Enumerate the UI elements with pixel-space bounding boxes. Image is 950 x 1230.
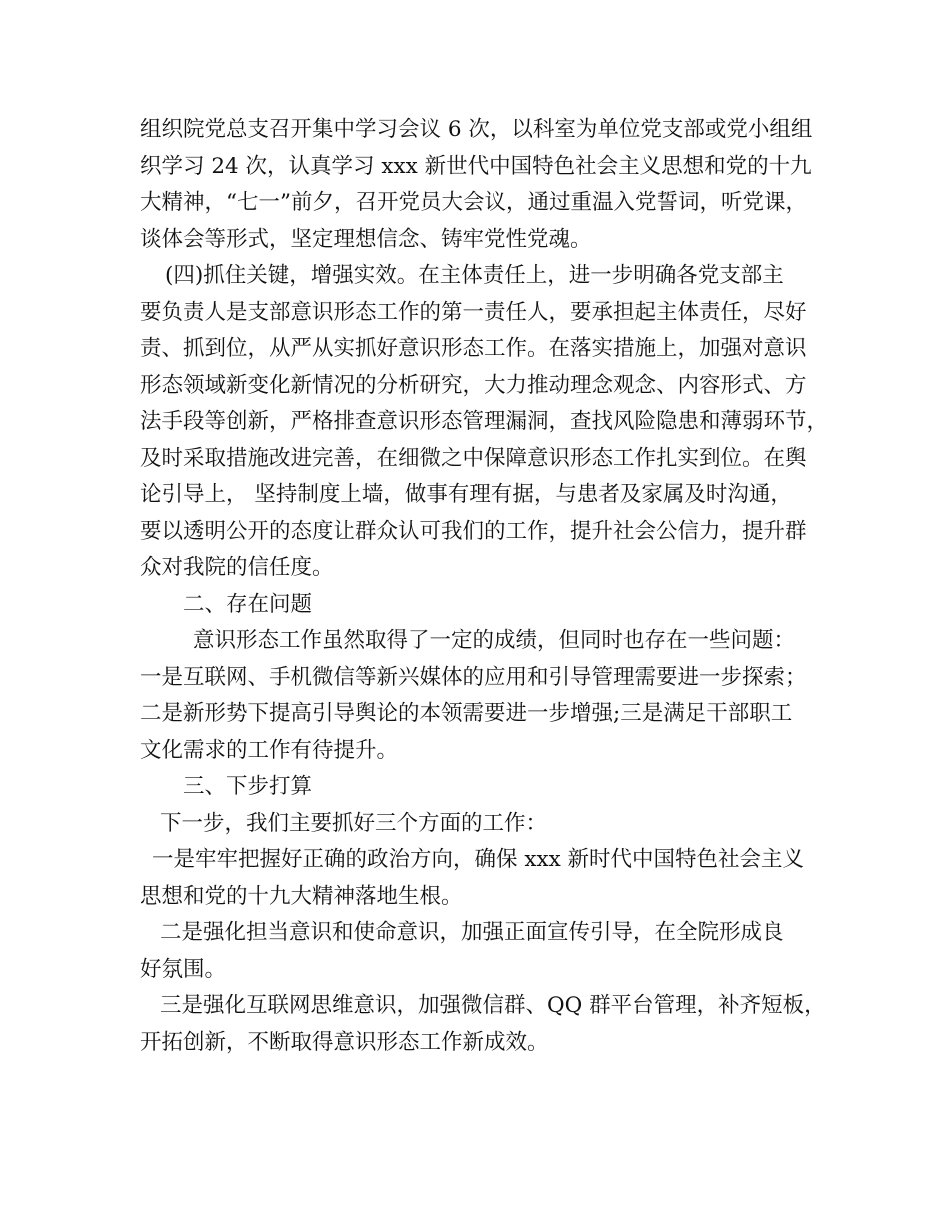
section-heading: 二、存在问题 [183,591,313,617]
text-line: 思想和党的十九大精神落地生根。 [140,883,463,909]
text-line: 论引导上， 坚持制度上墙，做事有理有据，与患者及家属及时沟通， [140,482,792,507]
text-line: 下一步，我们主要抓好三个方面的工作： [160,810,548,836]
text-line: 一是牢牢把握好正确的政治方向，确保 xxx 新时代中国特色社会主义 [152,847,805,872]
text-line: 法手段等创新，严格排查意识形态管理漏洞，查找风险隐患和薄弱环节， [140,409,829,434]
text-line: 谈体会等形式，坚定理想信念、铸牢党性党魂。 [140,226,592,252]
text-line: 众对我院的信任度。 [140,555,334,580]
text-line: 及时采取措施改进完善，在细微之中保障意识形态工作扎实到位。在舆 [140,445,807,471]
text-line: 好氛围。 [140,956,227,982]
text-line: (四)抓住关键，增强实效。在主体责任上，进一步明确各党支部主 [165,263,784,288]
text-line: 织学习 24 次，认真学习 xxx 新世代中国特色社会主义思想和党的十九 [140,153,812,179]
text-line: 形态领域新变化新情况的分析研究，大力推动理念观念、内容形式、方 [140,372,807,398]
text-line: 三是强化互联网思维意识，加强微信群、QQ 群平台管理，补齐短板， [160,993,826,1018]
text-line: 意识形态工作虽然取得了一定的成绩，但同时也存在一些问题： [193,628,796,653]
text-line: 开拓创新，不断取得意识形态工作新成效。 [140,1029,549,1055]
text-line: 一是互联网、手机微信等新兴媒体的应用和引导管理需要进一步探索； [140,664,807,690]
text-line: 二是强化担当意识和使命意识，加强正面宣传引导，在全院形成良 [160,920,784,945]
text-line: 二是新形势下提高引导舆论的本领需要进一步增强;三是满足干部职工 [140,701,793,726]
text-line: 组织院党总支召开集中学习会议 6 次，以科室为单位党支部或党小组组 [140,117,813,142]
text-line: 要负责人是支部意识形态工作的第一责任人，要承担起主体责任，尽好 [140,299,807,325]
text-line: 要以透明公开的态度让群众认可我们的工作，提升社会公信力，提升群 [140,518,807,544]
section-heading: 三、下步打算 [183,774,313,799]
text-line: 大精神，“七一”前夕，召开党员大会议，通过重温入党誓词，听党课， [140,190,807,215]
text-line: 责、抓到位，从严从实抓好意识形态工作。在落实措施上，加强对意识 [140,336,807,361]
text-line: 文化需求的工作有待提升。 [140,737,399,763]
